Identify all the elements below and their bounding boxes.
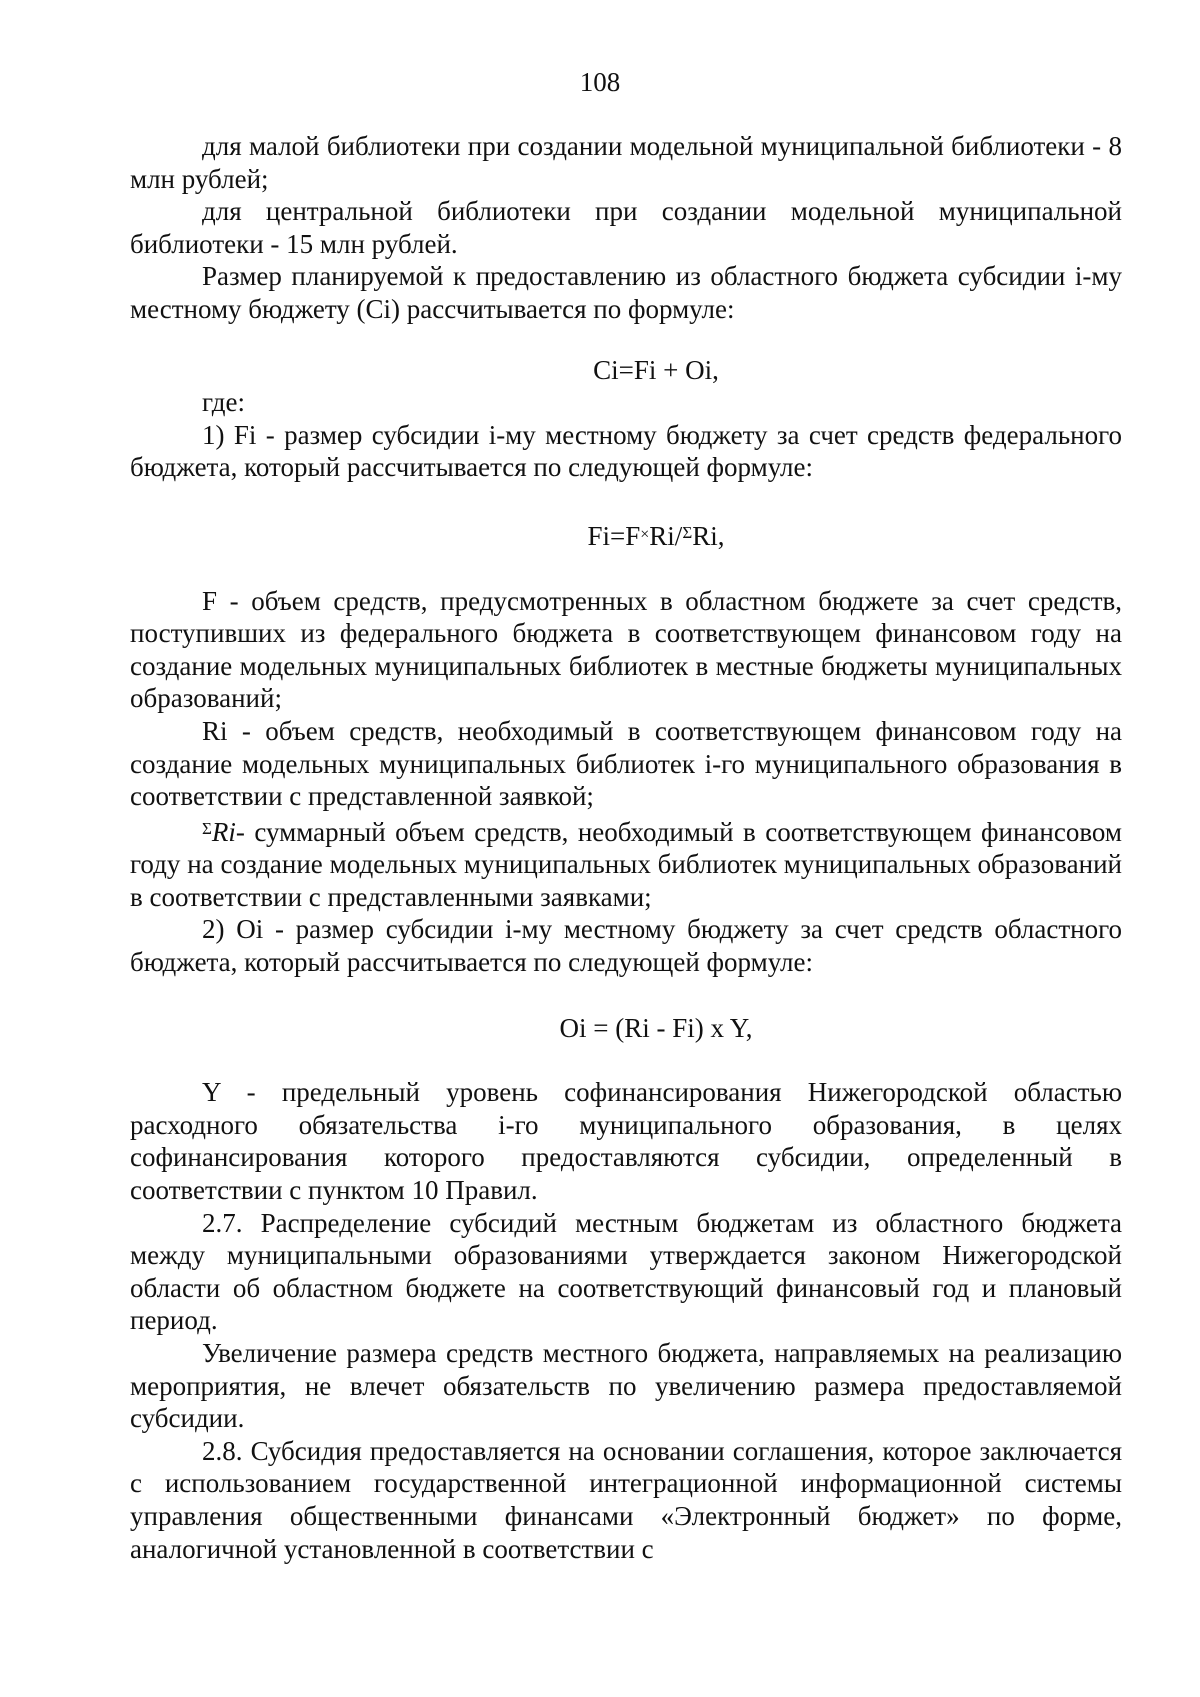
paragraph-f-definition: F - объем средств, предусмотренных в областном бюджете за счет средств, поступивших из федерального бюджета в соответствующем финансовом году на создание модельных муниципальных библиотек в местные бюджеты муниципальных образований;	[130, 585, 1122, 714]
where-label: где:	[202, 387, 245, 418]
sigma-symbol: Σ	[682, 522, 693, 542]
paragraph-2-7: 2.7. Распределение субсидий местным бюджетам из областного бюджета между муниципальными образованиями утверждается законом Нижегородской области об областном бюджете на соответствующий финансовый год и плановый период.	[130, 1207, 1122, 1336]
formula-fi-mid: Ri/	[649, 520, 683, 551]
paragraph-oi-definition: 2) Oi - размер субсидии i-му местному бюджету за счет средств областного бюджета, который рассчитывается по следующей формуле:	[130, 914, 1122, 978]
page-number: 108	[579, 67, 621, 97]
paragraph-y-definition: Y - предельный уровень софинансирования Нижегородской областью расходного обязательства i-го муниципального образования, в целях софинансирования которого предоставляются субсидии, определенный в соответствии с пунктом 10 Правил.	[130, 1077, 1122, 1206]
paragraph-sigma-ri-definition	[130, 813, 1122, 914]
formula-fi	[130, 517, 1122, 553]
sigma-ri-term: Ri	[211, 816, 236, 847]
times-symbol: ×	[640, 525, 650, 543]
sigma-ri-text: - суммарный объем средств, необходимый в соответствующем финансовом году на создание модельных муниципальных библиотек муниципальных образований в соответствии с представленными заявками;	[130, 816, 1122, 912]
paragraph-fi-definition: 1) Fi - размер субсидии i-му местному бюджету за счет средств федерального бюджета, который рассчитывается по следующей формуле:	[130, 419, 1122, 483]
formula-fi-right: Ri,	[692, 520, 725, 551]
formula-oi: Oi = (Ri - Fi) x Y,	[559, 1012, 753, 1043]
formula-fi-left: Fi=F	[587, 520, 641, 551]
paragraph-small-library: для малой библиотеки при создании модельной муниципальной библиотеки - 8 млн рублей;	[130, 131, 1122, 194]
sigma-symbol: Σ	[202, 818, 212, 838]
paragraph-2-8: 2.8. Субсидия предоставляется на основании соглашения, которое заключается с использованием государственной интеграционной информационной системы управления общественными финансами «Электронный бюджет» по форме, аналогичной установленной в соответствии с	[130, 1435, 1122, 1564]
paragraph-central-library: для центральной библиотеки при создании модельной муниципальной библиотеки - 15 млн рублей.	[130, 196, 1122, 259]
document-body	[130, 130, 1122, 1565]
paragraph-budget-increase: Увеличение размера средств местного бюджета, направляемых на реализацию мероприятия, не влечет обязательств по увеличению размера предоставляемой субсидии.	[130, 1338, 1122, 1434]
paragraph-ri-definition: Ri - объем средств, необходимый в соответствующем финансовом году на создание модельных муниципальных библиотек i-го муниципального образования в соответствии с представленной заявкой;	[130, 715, 1122, 812]
paragraph-subsidy-size: Размер планируемой к предоставлению из областного бюджета субсидии i-му местному бюджету (Ci) рассчитывается по формуле:	[130, 261, 1122, 324]
formula-ci: Ci=Fi + Oi,	[593, 354, 719, 385]
